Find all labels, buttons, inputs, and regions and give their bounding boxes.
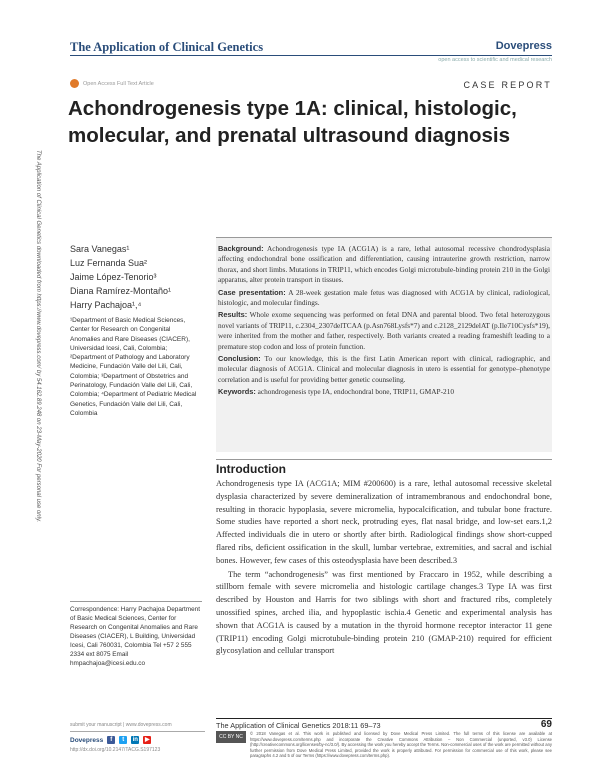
author[interactable]: Luz Fernanda Sua² <box>70 258 148 268</box>
abstract <box>216 237 552 452</box>
facebook-icon[interactable]: f <box>107 736 115 744</box>
abstract-results: Results: Whole exome sequencing was performed on fetal DNA and parental blood. Two fetal heterozygous novel variants of TRIP11, c.2304_2307delTCAA (p.Asn768Lysfs*7) and c.2128_2129delAT (p.Ile710Cysfs*19), were inherited from the mother and father, respectively. Both variants created a reading frameshift leading to a premature stop codon and loss of protein function. <box>218 310 550 351</box>
publisher-logo[interactable]: Dovepress <box>495 40 552 52</box>
youtube-icon[interactable]: ▶ <box>144 737 150 743</box>
abstract-conclusion: Conclusion: To our knowledge, this is the first Latin American report with clinical, radiographic, and molecular diagnosis of ACG1A. Clinical and molecular diagnosis in utero is essential for genotype–phenotype correlation and is useful for providing better genetic counseling. <box>218 354 550 384</box>
license-text: © 2018 Vanegas et al. This work is published and licensed by Dove Medical Press Limited. The full terms of this license are available at https://www.dovepress.com/terms.php and incorporate the Creative Commons Attribution – Non Commercial (unported, v3.0) License (http://creativecommons.org/licenses/by-nc/3.0/). By accessing the work you hereby accept the Terms. Non-commercial uses of the work are permitted without any further permission from Dove Medical Press Limited, provided the work is properly attributed. For permission for commercial use of this work, please see paragraphs 4.2 and 5 of our Terms (https://www.dovepress.com/terms.php). <box>250 731 552 759</box>
footer-left <box>70 722 205 753</box>
footer-brand <box>70 736 205 744</box>
author[interactable]: Jaime López-Tenorio³ <box>70 272 157 282</box>
open-access-icon <box>70 79 79 88</box>
linkedin-icon[interactable]: in <box>132 737 138 743</box>
author-list <box>70 242 171 312</box>
header-divider <box>70 55 552 56</box>
download-side-note: The Application of Clinical Genetics downloaded from https://www.dovepress.com/ by 54.162.89.248 on 23-May-2020 For personal use only. <box>35 150 41 523</box>
intro-paragraph: The term “achondrogenesis” was first mentioned by Fraccaro in 1952, while describing a stillborn female with severe micromelia and histologic cartilage changes.3 Type IA was first described by Houston and Harris for two siblings with short and fractured ribs, completely unossified spines, arched ilia, and hypoplastic ischia.4 Genetic and experimental analysis has shown that ACG1A is caused by a mutation in the thyroid hormone receptor interactor 11 gene (TRIP11) encoding Golgi microtubule-binding protein 210 (GMAP-210) required for efficient glycosylation and cellular transport <box>216 569 552 656</box>
article-type: CASE REPORT <box>463 80 552 90</box>
article-title: Achondrogenesis type 1A: clinical, histologic, molecular, and prenatal ultrasound diagnosis <box>68 97 517 147</box>
page-number: 69 <box>540 719 552 730</box>
affiliations: ¹Department of Basic Medical Sciences, Center for Research on Congenital Anomalies and Rare Diseases (CIACER), Universidad Icesi, Cali, Colombia; ²Department of Pathology and Laboratory Medicine, Fundación Valle del Lili, Cali, Colombia; ³Department of Obstetrics and Perinatology, Fundación Valle del Lili, Cali, Colombia; ⁴Department of Pediatric Medical Genetics, Fundación Valle del Lili, Cali, Colombia <box>70 317 197 417</box>
author[interactable]: Harry Pachajoa¹,⁴ <box>70 300 142 310</box>
open-access-label: Open Access Full Text Article <box>83 80 154 87</box>
footer-divider <box>216 718 552 719</box>
license-block <box>216 731 552 759</box>
correspondence: Correspondence: Harry Pachajoa Department of Basic Medical Sciences, Center for Research on Congenital Anomalies and Rare Diseases (CIACER), L Building, Universidad Icesi, Cali 760031, Colombia Tel +57 2 555 2334 ext 8075 Email hmpachajoa@icesi.edu.co <box>70 606 201 667</box>
abstract-background: Background: Achondrogenesis type IA (ACG1A) is a rare, lethal autosomal recessive chondrodysplasia affecting endochondral bone ossification and differentiation, causing intrauterine growth restriction, narrow thorax, and short limbs. Mutations in TRIP11, which encodes Golgi microtubule-binding protein 210 in the Golgi apparatus, alter protein transport in tissues. <box>218 244 550 285</box>
introduction-heading: Introduction <box>216 462 286 476</box>
journal-title[interactable]: The Application of Clinical Genetics <box>70 40 264 54</box>
author[interactable]: Diana Ramírez-Montaño¹ <box>70 286 172 296</box>
intro-paragraph: Achondrogenesis type IA (ACG1A; MIM #200600) is a rare, lethal autosomal recessive skeletal dysplasia characterized by severe demineralization of intramembranous and endochondral bone, resulting in thoracic hypoplasia, severe micromelia, hypocalcification, and tubular bone fracture. Some studies have reported a short neck, protruding eyes, flat nasal bridge, and low-set ears.1,2 Affected individuals die in utero or shortly after birth. Radiological findings show short-cupped flared ribs, deficient ossification in the skull, lumbar vertebrae, extremities, and sacral and ischial bones. However, few cases of this osteodysplasia have been described.3 <box>216 479 552 565</box>
publisher-tagline: open access to scientific and medical research <box>438 57 552 63</box>
abstract-keywords: Keywords: achondrogenesis type IA, endochondral bone, TRIP11, GMAP-210 <box>218 387 454 397</box>
submit-link[interactable]: submit your manuscript | www.dovepress.com <box>70 722 205 732</box>
section-divider <box>216 459 552 460</box>
author[interactable]: Sara Vanegas¹ <box>70 244 130 254</box>
abstract-case: Case presentation: A 28-week gestation male fetus was diagnosed with ACG1A by clinical, radiological, histologic, and molecular findings. <box>218 287 550 308</box>
introduction-body <box>216 478 552 658</box>
dovepress-logo[interactable]: Dovepress <box>70 736 104 744</box>
open-access-badge <box>70 79 154 88</box>
journal-citation: The Application of Clinical Genetics 2018:11 69–73 <box>216 721 381 730</box>
twitter-icon[interactable]: t <box>119 736 127 744</box>
creative-commons-icon[interactable]: CC BY NC <box>216 731 246 743</box>
correspondence-divider <box>70 601 202 602</box>
doi-link[interactable]: http://dx.doi.org/10.2147/TACG.S197123 <box>70 747 161 753</box>
